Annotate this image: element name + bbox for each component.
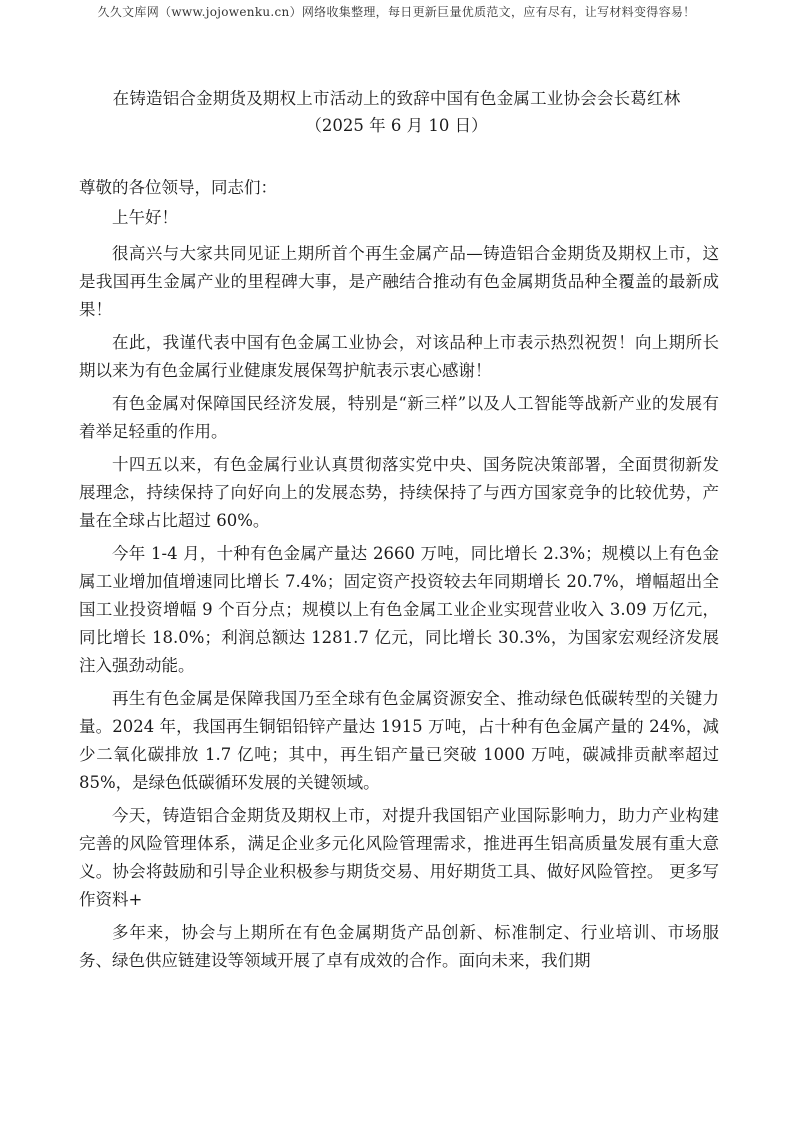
salutation: 尊敬的各位领导，同志们： — [79, 178, 277, 197]
paragraph: 再生有色金属是保障我国乃至全球有色金属资源安全、推动绿色低碳转型的关键力量。2024 年，我国再生铜铝铅锌产量达 1915 万吨，占十种有色金属产量的 24%，减少二氧化碳排放 1.7 亿吨；其中，再生铝产量已突破 1000 万吨，碳减排贡献率超过 85%，是绿色低碳循环发展的关键领域。 — [79, 689, 719, 792]
document-date: （2025 年 6 月 10 日） — [305, 116, 488, 135]
document-title: 在铸造铝合金期货及期权上市活动上的致辞中国有色金属工业协会会长葛红林 — [112, 89, 681, 108]
document-body — [79, 174, 719, 980]
more-materials-link[interactable]: 更多写 作资料+ — [79, 862, 720, 909]
paragraph: 多年来，协会与上期所在有色金属期货产品创新、标准制定、行业培训、市场服务、绿色供应链建设等领域开展了卓有成效的合作。面向未来，我们期 — [79, 923, 719, 970]
paragraph: 十四五以来，有色金属行业认真贯彻落实党中央、国务院决策部署，全面贯彻新发展理念，持续保持了向好向上的发展态势，持续保持了与西方国家竞争的比较优势，产量在全球占比超过 60%。 — [79, 455, 719, 530]
paragraph: 有色金属对保障国民经济发展，特别是“新三样”以及人工智能等战新产业的发展有着举足轻重的作用。 — [79, 394, 719, 441]
paragraph: 很高兴与大家共同见证上期所首个再生金属产品—铸造铝合金期货及期权上市，这是我国再生金属产业的里程碑大事，是产融结合推动有色金属期货品种全覆盖的最新成果！ — [79, 244, 719, 319]
greeting: 上午好！ — [112, 208, 178, 227]
site-banner: 久久文库网（www.jojowenku.cn）网络收集整理，每日更新巨量优质范文，应有尽有，让写材料变得容易！ — [97, 5, 696, 19]
paragraph-with-link — [79, 802, 719, 914]
paragraph: 在此，我谨代表中国有色金属工业协会，对该品种上市表示热烈祝贺！向上期所长期以来为有色金属行业健康发展保驾护航表示衷心感谢！ — [79, 333, 719, 380]
title-block — [0, 86, 793, 140]
paragraph-text: 今天，铸造铝合金期货及期权上市，对提升我国铝产业国际影响力，助力产业构建完善的风险管理体系，满足企业多元化风险管理需求，推进再生铝高质量发展有重大意义。协会将鼓励和引导企业积极参与期货交易、用好期货工具、做好风险管控。 — [79, 806, 719, 881]
paragraph: 今年 1-4 月，十种有色金属产量达 2660 万吨，同比增长 2.3%；规模以上有色金属工业增加值增速同比增长 7.4%；固定资产投资较去年同期增长 20.7%，增幅超出全国工业投资增幅 9 个百分点；规模以上有色金属工业企业实现营业收入 3.09 万亿元，同比增长 18.0%；利润总额达 1281.7 亿元，同比增长 30.3%，为国家宏观经济发展注入强劲动能。 — [79, 544, 719, 675]
